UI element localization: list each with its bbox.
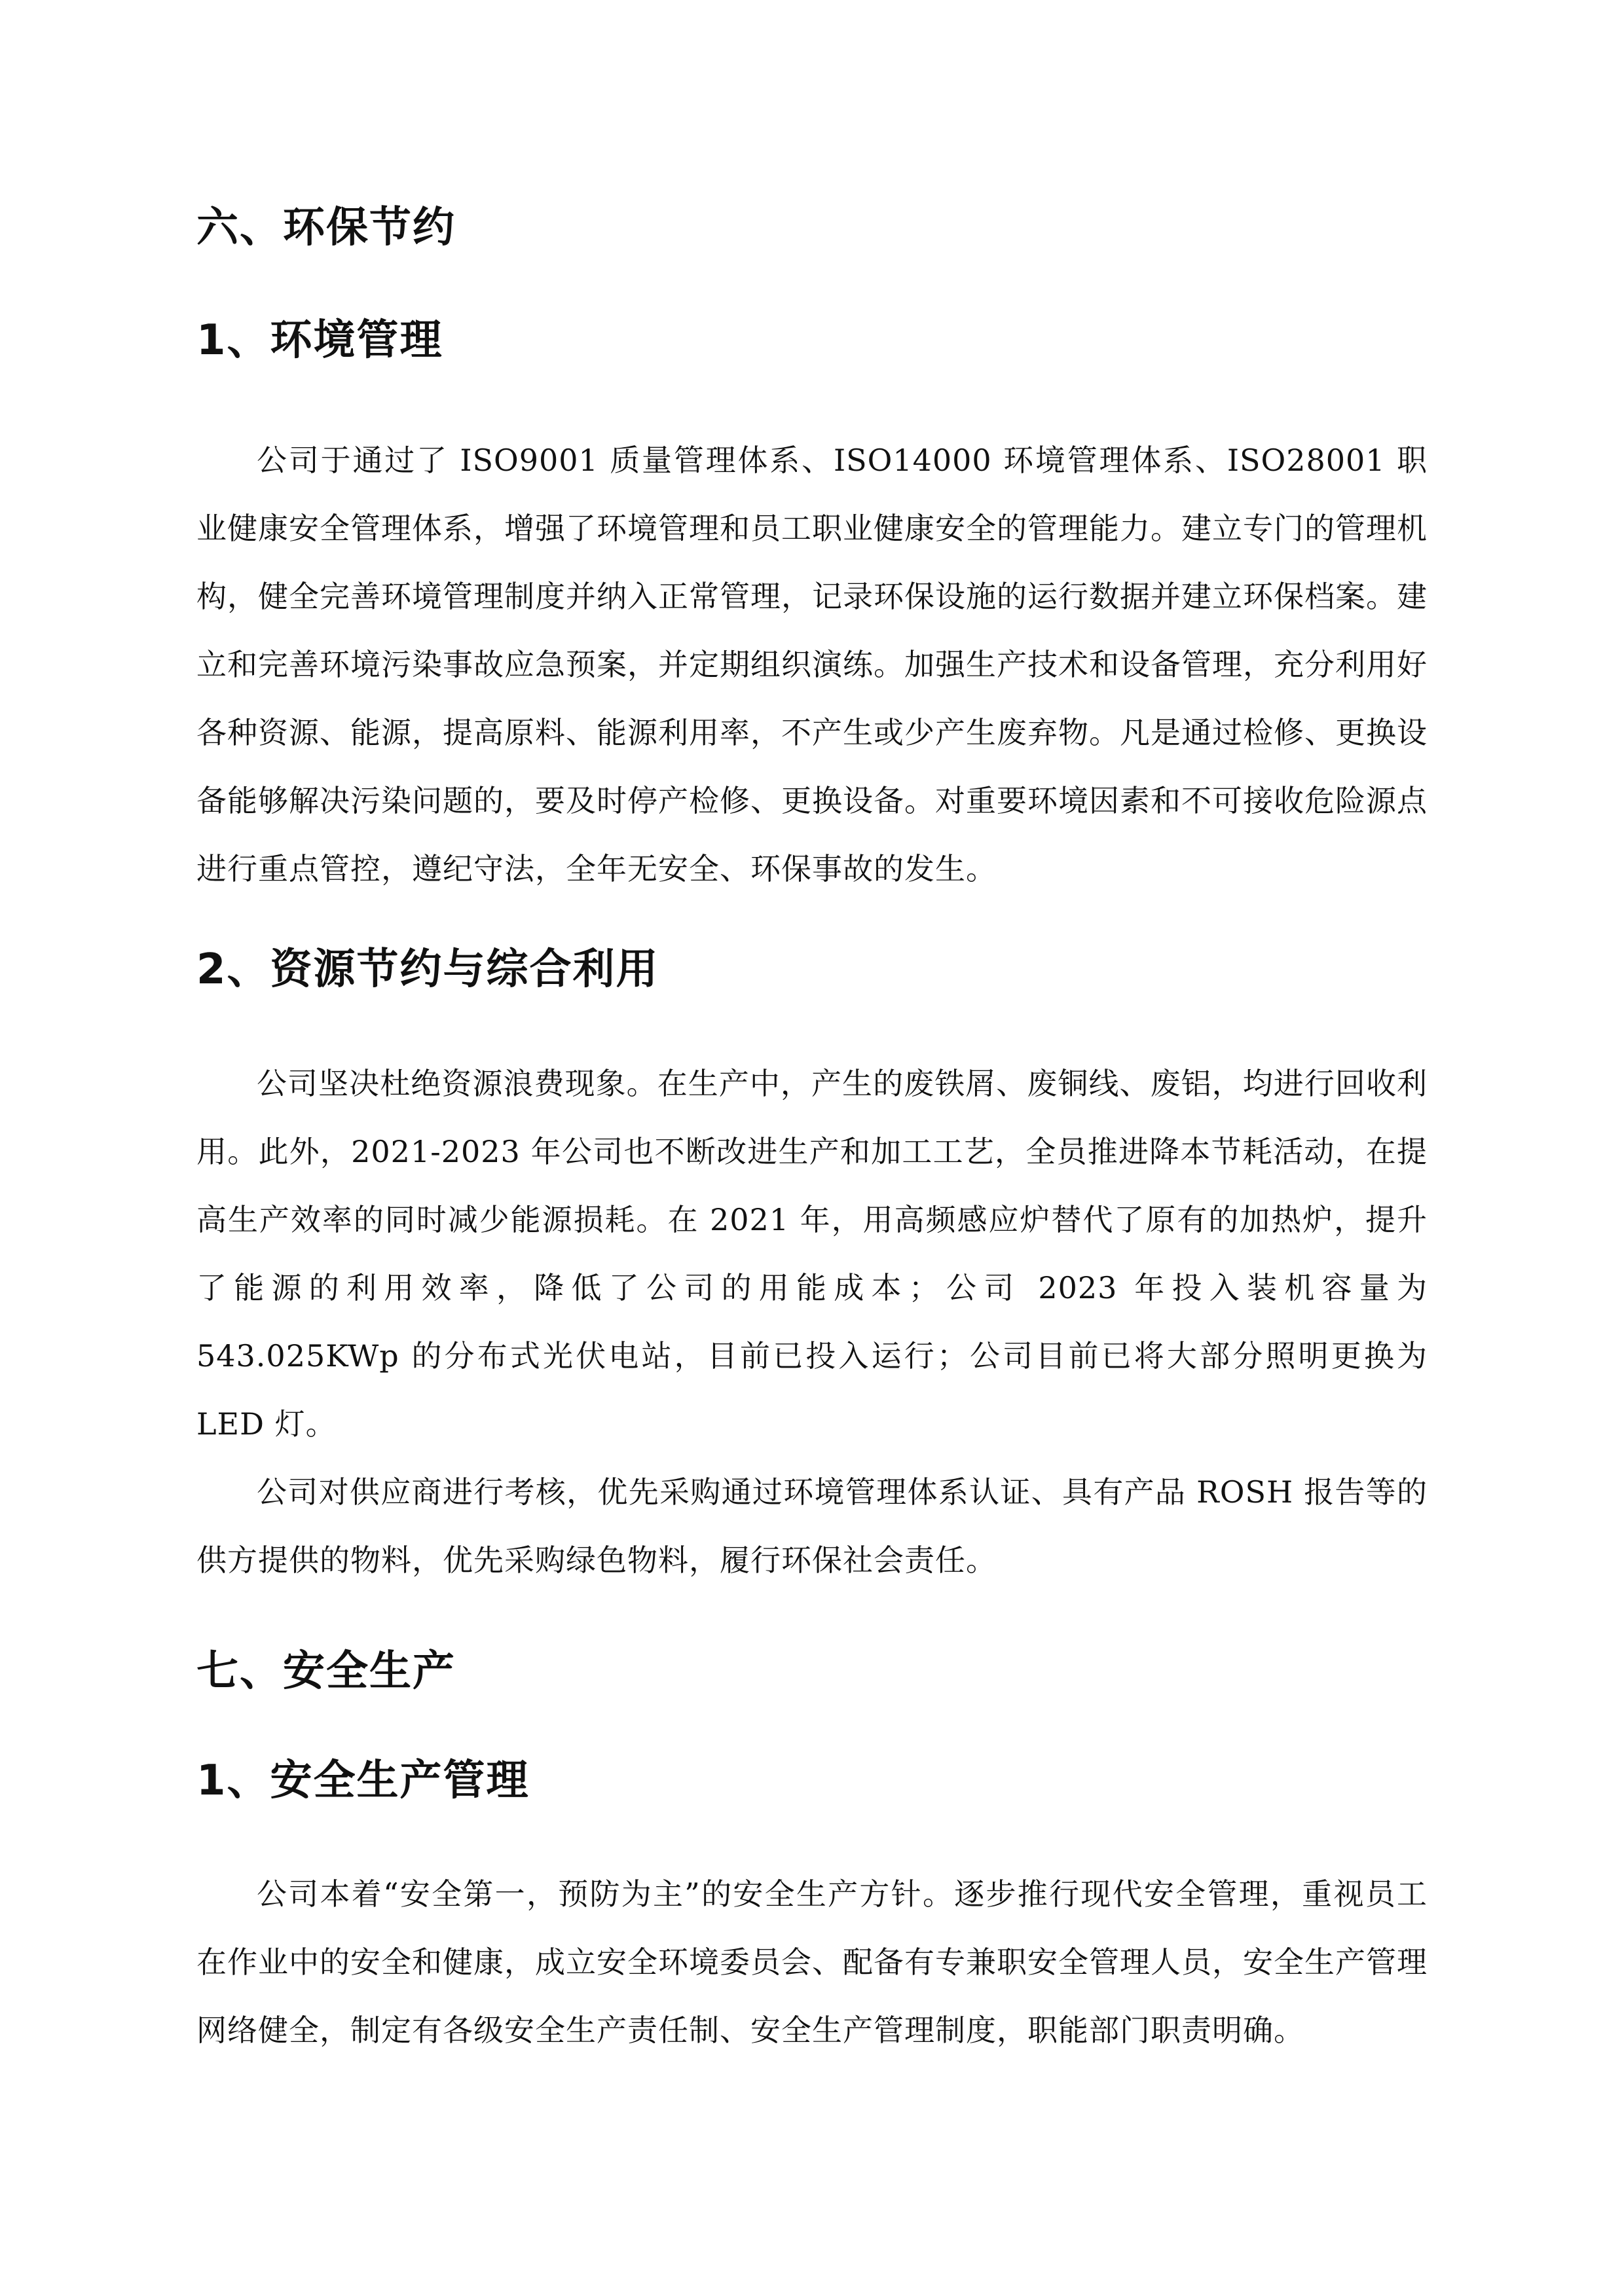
section-heading-safety-production: 七、安全生产 <box>196 1647 456 1696</box>
subsection-heading-environment-management: 1、环境管理 <box>196 316 443 365</box>
subsection-heading-safety-management: 1、安全生产管理 <box>196 1757 530 1806</box>
paragraph-resource-saving-2: 公司对供应商进行考核，优先采购通过环境管理体系认证、具有产品 ROSH 报告等的供方提供的物料，优先采购绿色物料，履行环保社会责任。 <box>196 1474 1428 1578</box>
paragraph-safety-management: 公司本着“安全第一，预防为主”的安全生产方针。逐步推行现代安全管理，重视员工在作业中的安全和健康，成立安全环境委员会、配备有专兼职安全管理人员，安全生产管理网络健全，制定有各级安全生产责任制、安全生产管理制度，职能部门职责明确。 <box>196 1876 1428 2048</box>
paragraph-environment-management: 公司于通过了 ISO9001 质量管理体系、ISO14000 环境管理体系、ISO28001 职业健康安全管理体系，增强了环境管理和员工职业健康安全的管理能力。建立专门的管理机构，健全完善环境管理制度并纳入正常管理，记录环保设施的运行数据并建立环保档案。建立和完善环境污染事故应急预案，并定期组织演练。加强生产技术和设备管理，充分利用好各种资源、能源，提高原料、能源利用率，不产生或少产生废弃物。凡是通过检修、更换设备能够解决污染问题的，要及时停产检修、更换设备。对重要环境因素和不可接收危险源点进行重点管控，遵纪守法，全年无安全、环保事故的发生。 <box>196 442 1428 886</box>
subsection-heading-resource-saving: 2、资源节约与综合利用 <box>196 945 659 994</box>
paragraph-resource-saving-1: 公司坚决杜绝资源浪费现象。在生产中，产生的废铁屑、废铜线、废铝，均进行回收利用。此外，2021-2023 年公司也不断改进生产和加工工艺，全员推进降本节耗活动，在提高生产效率的同时减少能源损耗。在 2021 年，用高频感应炉替代了原有的加热炉，提升了能源的利用效率，降低了公司的用能成本；公司 2023 年投入装机容量为 543.025KWp 的分布式光伏电站，目前已投入运行；公司目前已将大部分照明更换为 LED 灯。 <box>196 1066 1428 1442</box>
section-heading-environmental-protection: 六、环保节约 <box>196 204 456 252</box>
